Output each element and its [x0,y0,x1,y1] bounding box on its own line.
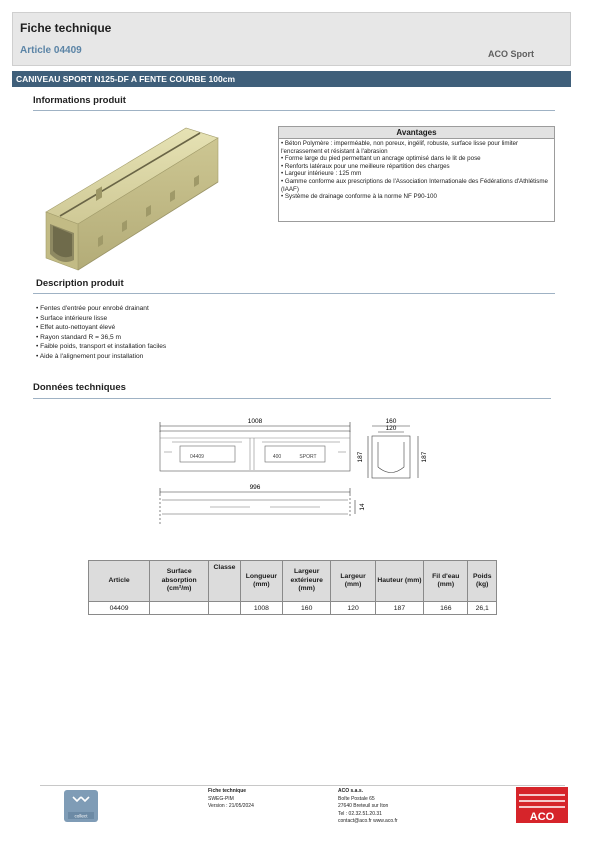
column-header-largeur-ext: Largeur extérieure (mm) [282,561,330,602]
column-header-article: Article [89,561,150,602]
footer-doc-type: Fiche technique [208,788,247,794]
footer-company-address: Boîte Postale 65 [338,795,375,802]
aco-logo-text: ACO [529,811,555,823]
column-header-hauteur: Hauteur (mm) [375,561,423,602]
description-item: • Fentes d'entrée pour enrobé drainant [36,304,166,314]
footer-company-phone: Tel : 02.32.51.20.31 [338,810,382,817]
dimension-width-inner: 120 [385,425,397,432]
technical-data-table [88,560,497,615]
advantage-item: • Béton Polymère : imperméable, non poreux, ingélif, robuste, surface lisse pour limiter l'encrassement et résistant à l'abrasion [281,140,552,155]
description-item: • Rayon standard R = 36,5 m [36,333,166,343]
section-rule [33,110,555,111]
column-header-fil-eau: Fil d'eau (mm) [424,561,468,602]
technical-drawing [150,412,440,530]
dimension-height-left: 187 [357,451,364,463]
description-item: • Surface intérieure lisse [36,314,166,324]
footer-document-info [208,788,254,811]
footer-doc-source: SWEG-PIM [208,795,234,802]
advantages-box [278,126,555,222]
table-cell: 187 [375,602,423,615]
advantage-item: • Forme large du pied permettant un ancrage optimisé dans le lit de pose [281,155,552,163]
advantage-item: • Système de drainage conforme à la norme NF P90-100 [281,193,552,201]
description-item: • Aide à l'alignement pour installation [36,352,166,362]
advantage-item: • Largeur intérieure : 125 mm [281,170,552,178]
advantage-item: • Gamme conforme aux prescriptions de l'Association Internationale des Fédérations d'Athlétisme (IAAF) [281,178,552,193]
dimension-slot: 14 [359,503,366,511]
section-rule [33,293,555,294]
table-cell [209,602,241,615]
article-number: Article 04409 [20,45,82,56]
table-cell: 26,1 [468,602,497,615]
section-rule [33,398,551,399]
footer-doc-version: Version : 21/05/2024 [208,803,254,810]
footer-rule [40,785,565,786]
table-cell: 1008 [240,602,282,615]
column-header-poids: Poids (kg) [468,561,497,602]
drawing-label-range: SPORT [299,454,317,460]
table-cell: 120 [331,602,375,615]
drawing-label-size: 400 [272,454,282,460]
footer-company-info [338,788,398,826]
table-cell [150,602,209,615]
section-heading-description: Description produit [36,278,124,289]
section-heading-technical: Données techniques [33,382,126,393]
table-row [89,602,497,615]
dimension-width-outer: 160 [385,418,397,425]
table-cell: 166 [424,602,468,615]
description-item: • Effet auto-nettoyant élevé [36,323,166,333]
column-header-largeur: Largeur (mm) [331,561,375,602]
brand-name: ACO Sport [488,49,534,59]
collect-logo [64,790,98,822]
table-cell: 04409 [89,602,150,615]
column-header-classe: Classe [209,561,241,602]
drawing-label-article: 04409 [190,454,204,460]
dimension-length: 1008 [247,418,263,425]
description-item: • Faible poids, transport et installation faciles [36,342,166,352]
document-header [12,12,571,66]
column-header-longueur: Longueur (mm) [240,561,282,602]
dimension-inner-length: 996 [249,484,261,491]
advantage-item: • Renforts latéraux pour une meilleure répartition des charges [281,163,552,171]
footer-company-contact: contact@aco.fr www.aco.fr [338,818,398,825]
aco-logo [516,787,568,823]
table-cell: 160 [282,602,330,615]
description-list [36,304,166,362]
product-title-bar: CANIVEAU SPORT N125-DF A FENTE COURBE 100cm [12,71,571,87]
section-heading-info: Informations produit [33,95,126,106]
advantages-title: Avantages [279,127,554,139]
footer-company-name: ACO s.a.s. [338,788,364,794]
advantages-list [279,139,554,201]
product-image [36,120,226,280]
footer-company-city: 27640 Breteuil sur Iton [338,803,389,810]
dimension-height-right: 187 [421,451,428,463]
column-header-surface: Surface absorption (cm²/m) [150,561,209,602]
document-title: Fiche technique [20,21,112,35]
collect-logo-text: collect [74,813,88,819]
